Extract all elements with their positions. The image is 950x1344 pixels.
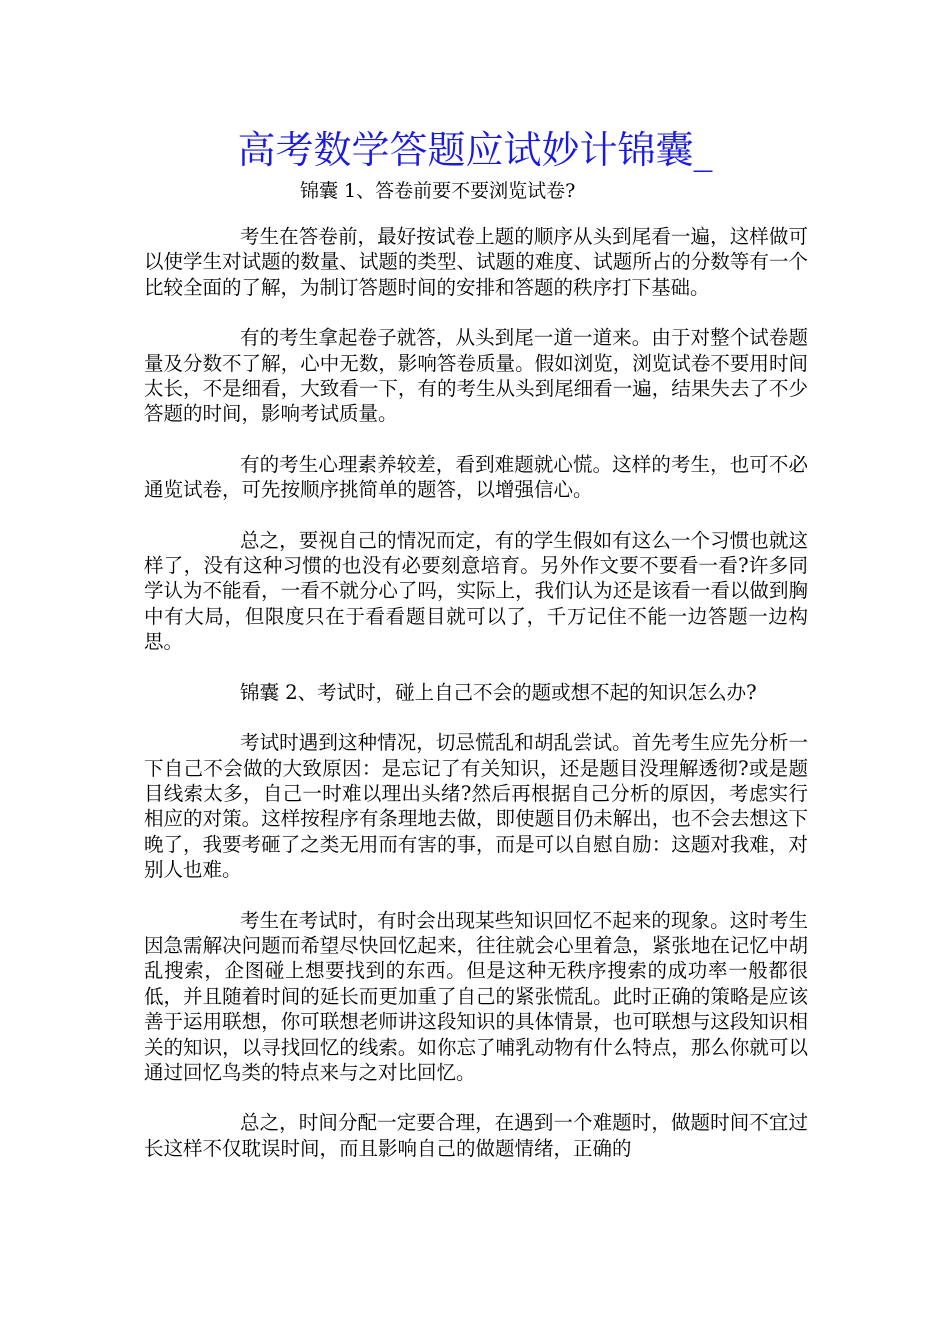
paragraph-5: 考试时遇到这种情况，切忌慌乱和胡乱尝试。首先考生应先分析一下自己不会做的大致原因：是忘记了有关知识，还是题目没理解透彻?或是题目线索太多，自己一时难以理出头绪?然后再根据自己分析的原因，考虑实行相应的对策。这样按程序有条理地去做，即使题目仍未解出，也不会去想这下晚了，我要考砸了之类无用而有害的事，而是可以自慰自励：这题对我难，对别人也难。: [144, 731, 808, 882]
section-heading-2: 锦囊 2、考试时，碰上自己不会的题或想不起的知识怎么办?: [240, 680, 757, 704]
paragraph-4: 总之，要视自己的情况而定，有的学生假如有这么一个习惯也就这样了，没有这种习惯的也没有必要刻意培育。另外作文要不要看一看?许多同学认为不能看，一看不就分心了吗，实际上，我们认为还是该看一看以做到胸中有大局，但限度只在于看看题目就可以了，千万记住不能一边答题一边构思。: [144, 528, 808, 654]
paragraph-6: 考生在考试时，有时会出现某些知识回忆不起来的现象。这时考生因急需解决问题而希望尽快回忆起来，往往就会心里着急，紧张地在记忆中胡乱搜索，企图碰上想要找到的东西。但是这种无秩序搜索的成功率一般都很低，并且随着时间的延长而更加重了自己的紧张慌乱。此时正确的策略是应该善于运用联想，你可联想老师讲这段知识的具体情景，也可联想与这段知识相关的知识，以寻找回忆的线索。如你忘了哺乳动物有什么特点，那么你就可以通过回忆鸟类的特点来与之对比回忆。: [144, 908, 808, 1084]
paragraph-2: 有的考生拿起卷子就答，从头到尾一道一道来。由于对整个试卷题量及分数不了解，心中无数，影响答卷质量。假如浏览，浏览试卷不要用时间太长，不是细看，大致看一下，有的考生从头到尾细看一遍，结果失去了不少答题的时间，影响考试质量。: [144, 326, 808, 426]
paragraph-1: 考生在答卷前，最好按试卷上题的顺序从头到尾看一遍，这样做可以使学生对试题的数量、试题的类型、试题的难度、试题所占的分数等有一个比较全面的了解，为制订答题时间的安排和答题的秩序打下基础。: [144, 225, 808, 299]
paragraph-3: 有的考生心理素养较差，看到难题就心慌。这样的考生，也可不必通览试卷，可先按顺序挑简单的题答，以增强信心。: [144, 452, 808, 502]
section-heading-1: 锦囊 1、答卷前要不要浏览试卷?: [300, 180, 576, 202]
page-title: 高考数学答题应试妙计锦囊_: [237, 128, 713, 172]
paragraph-7: 总之，时间分配一定要合理，在遇到一个难题时，做题时间不宜过长这样不仅耽误时间，而且影响自己的做题情绪，正确的: [144, 1111, 808, 1160]
body-text: [144, 224, 808, 1186]
